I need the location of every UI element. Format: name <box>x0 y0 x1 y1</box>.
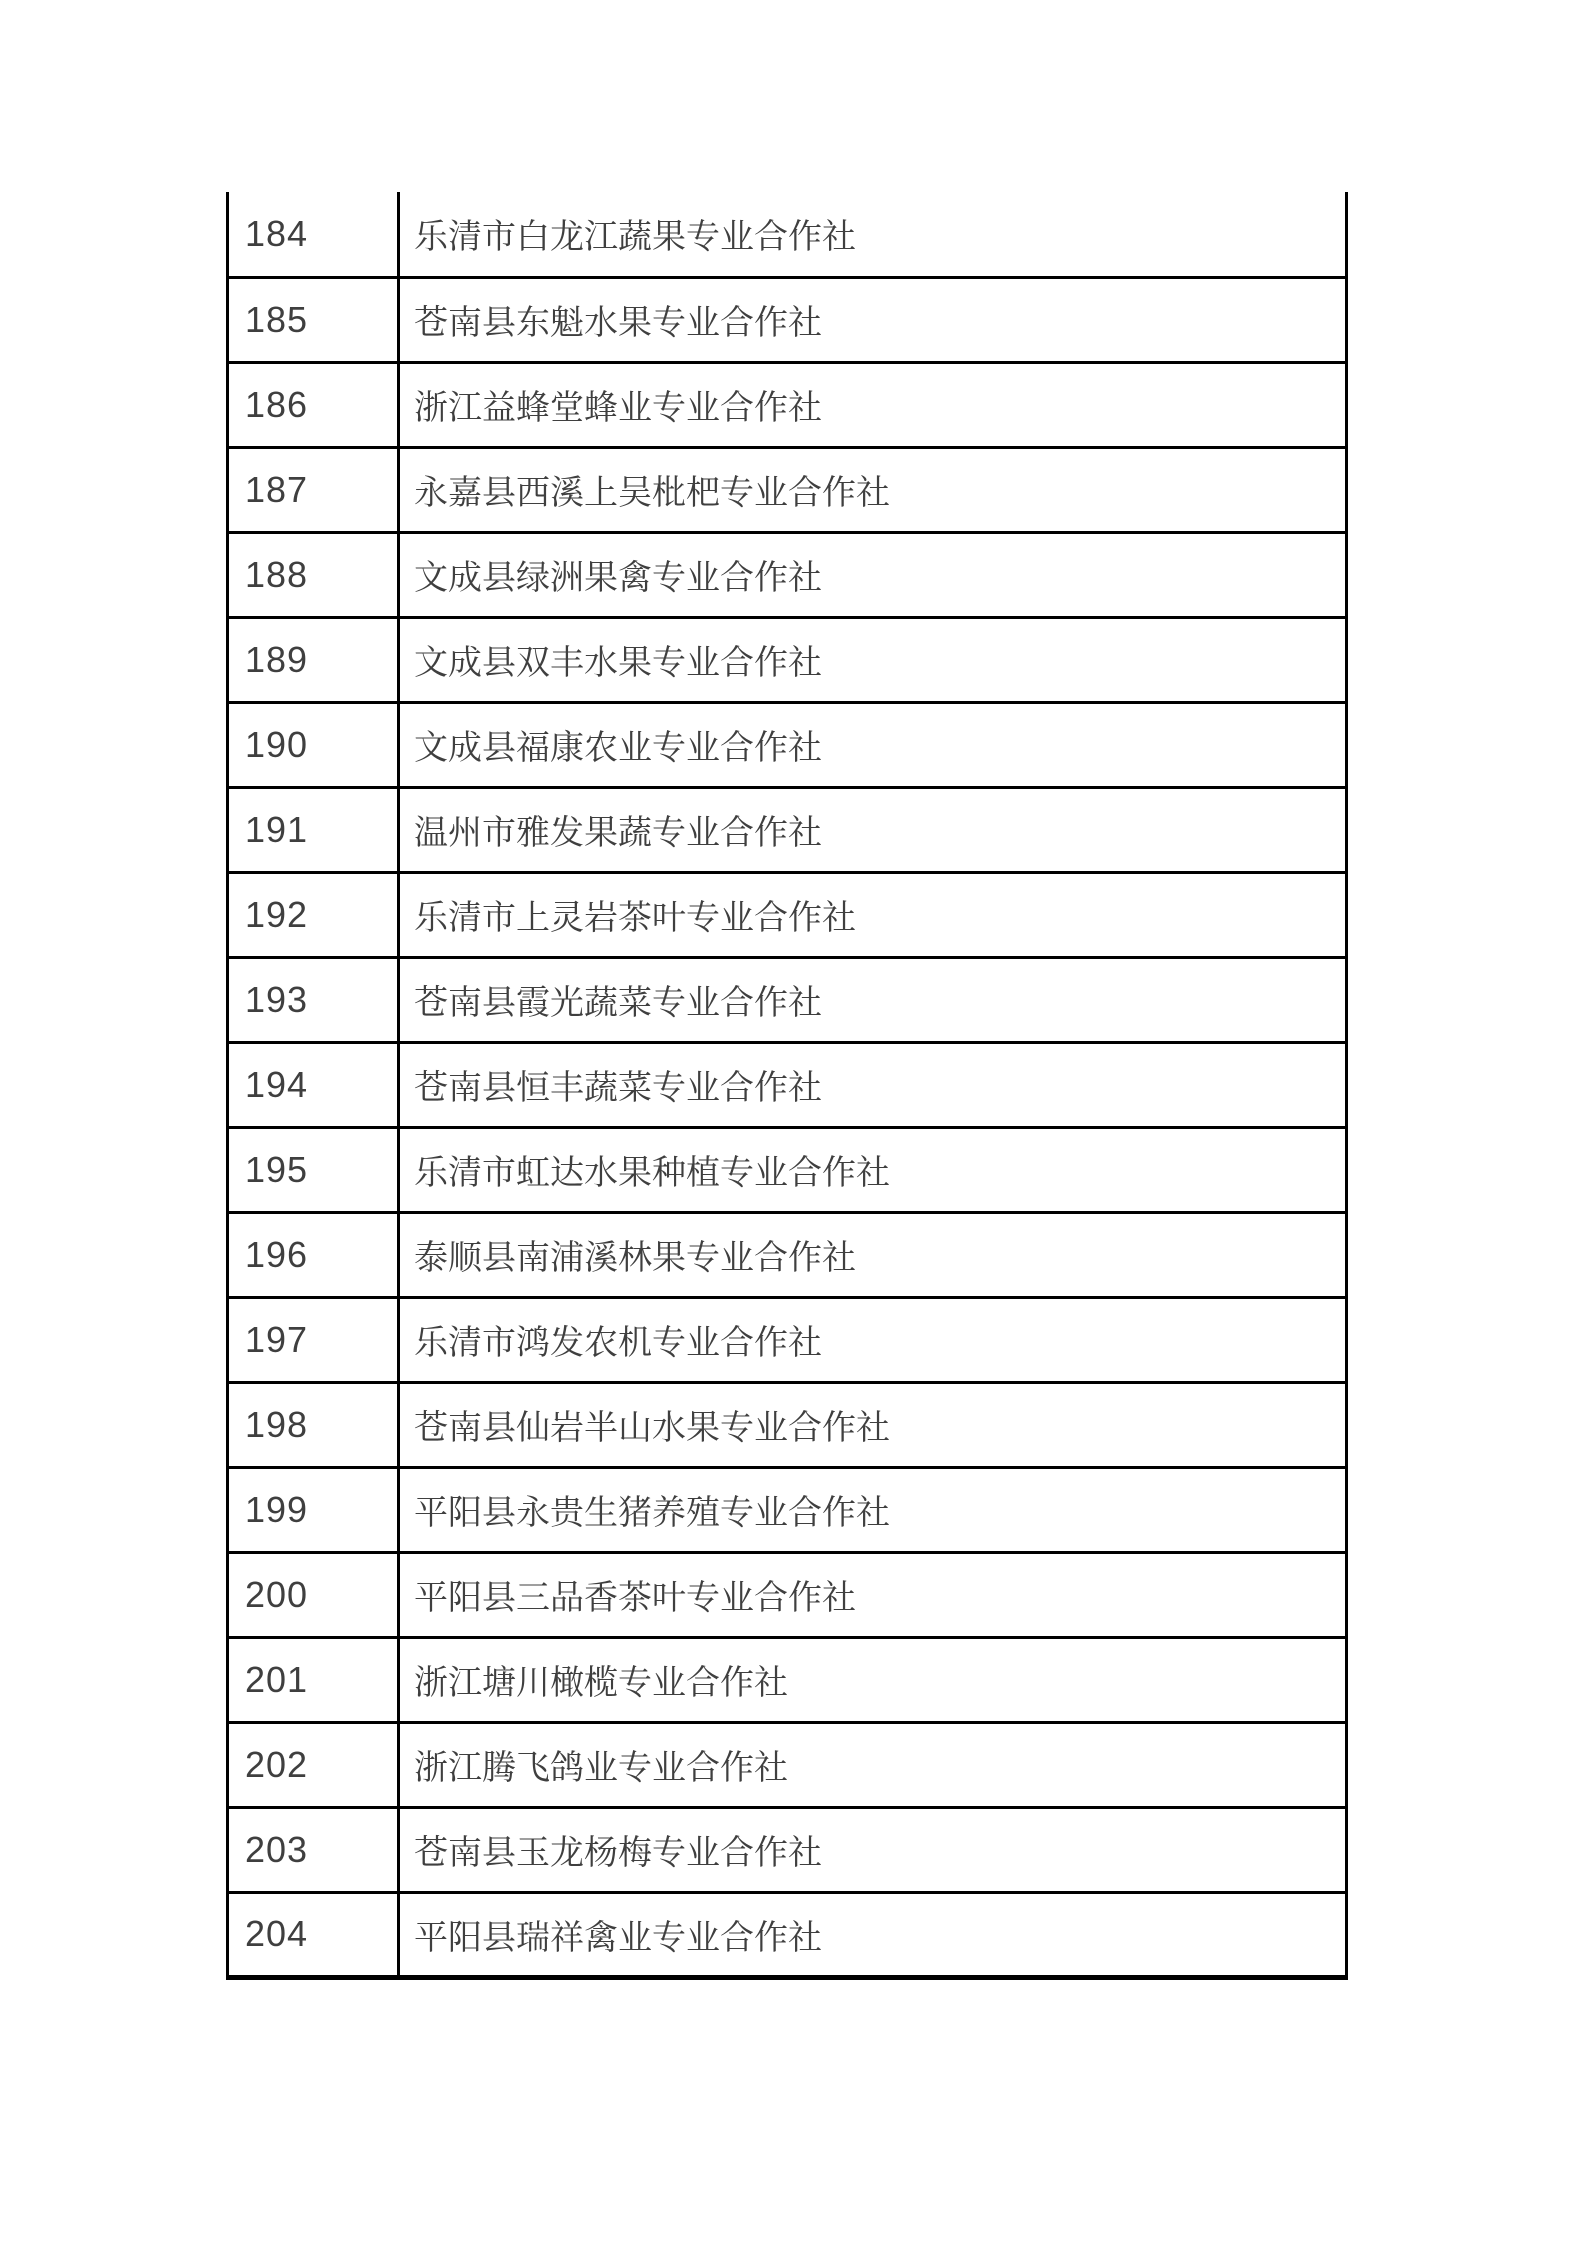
row-number-cell: 191 <box>228 787 399 872</box>
table-row <box>228 447 1347 532</box>
cooperative-name-cell: 永嘉县西溪上吴枇杷专业合作社 <box>399 447 1347 532</box>
row-number-cell: 189 <box>228 617 399 702</box>
table-row <box>228 1637 1347 1722</box>
table-row <box>228 1722 1347 1807</box>
row-number-cell: 199 <box>228 1467 399 1552</box>
row-number-cell: 188 <box>228 532 399 617</box>
row-number-cell: 190 <box>228 702 399 787</box>
cooperative-name-cell: 平阳县永贵生猪养殖专业合作社 <box>399 1467 1347 1552</box>
cooperative-name-cell: 苍南县恒丰蔬菜专业合作社 <box>399 1042 1347 1127</box>
cooperative-name-cell: 文成县福康农业专业合作社 <box>399 702 1347 787</box>
row-number-cell: 185 <box>228 277 399 362</box>
cooperative-name-cell: 苍南县玉龙杨梅专业合作社 <box>399 1807 1347 1892</box>
table-row <box>228 617 1347 702</box>
row-number-cell: 198 <box>228 1382 399 1467</box>
cooperative-name-cell: 乐清市白龙江蔬果专业合作社 <box>399 192 1347 277</box>
cooperative-name-cell: 文成县绿洲果禽专业合作社 <box>399 532 1347 617</box>
table-row <box>228 532 1347 617</box>
table-row <box>228 1212 1347 1297</box>
table-row <box>228 1382 1347 1467</box>
row-number-cell: 200 <box>228 1552 399 1637</box>
cooperative-name-cell: 乐清市上灵岩茶叶专业合作社 <box>399 872 1347 957</box>
cooperative-list-table <box>226 192 1348 1980</box>
cooperative-name-cell: 浙江益蜂堂蜂业专业合作社 <box>399 362 1347 447</box>
table-row <box>228 872 1347 957</box>
table-row <box>228 1807 1347 1892</box>
cooperative-name-cell: 苍南县霞光蔬菜专业合作社 <box>399 957 1347 1042</box>
cooperative-name-cell: 苍南县仙岩半山水果专业合作社 <box>399 1382 1347 1467</box>
table-row <box>228 1467 1347 1552</box>
row-number-cell: 186 <box>228 362 399 447</box>
cooperative-name-cell: 文成县双丰水果专业合作社 <box>399 617 1347 702</box>
cooperative-name-cell: 泰顺县南浦溪林果专业合作社 <box>399 1212 1347 1297</box>
table-row <box>228 787 1347 872</box>
cooperative-name-cell: 浙江腾飞鸽业专业合作社 <box>399 1722 1347 1807</box>
row-number-cell: 187 <box>228 447 399 532</box>
row-number-cell: 203 <box>228 1807 399 1892</box>
cooperative-name-cell: 浙江塘川橄榄专业合作社 <box>399 1637 1347 1722</box>
row-number-cell: 196 <box>228 1212 399 1297</box>
row-number-cell: 197 <box>228 1297 399 1382</box>
table-row <box>228 1552 1347 1637</box>
cooperative-name-cell: 乐清市鸿发农机专业合作社 <box>399 1297 1347 1382</box>
cooperative-name-cell: 平阳县三品香茶叶专业合作社 <box>399 1552 1347 1637</box>
table-row <box>228 192 1347 277</box>
table-row <box>228 362 1347 447</box>
row-number-cell: 204 <box>228 1892 399 1977</box>
cooperative-table-body <box>228 192 1347 1977</box>
row-number-cell: 194 <box>228 1042 399 1127</box>
row-number-cell: 184 <box>228 192 399 277</box>
table-row <box>228 702 1347 787</box>
table-row <box>228 957 1347 1042</box>
cooperative-name-cell: 乐清市虹达水果种植专业合作社 <box>399 1127 1347 1212</box>
row-number-cell: 193 <box>228 957 399 1042</box>
table-row <box>228 277 1347 362</box>
cooperative-name-cell: 温州市雅发果蔬专业合作社 <box>399 787 1347 872</box>
table-row <box>228 1042 1347 1127</box>
row-number-cell: 192 <box>228 872 399 957</box>
cooperative-name-cell: 苍南县东魁水果专业合作社 <box>399 277 1347 362</box>
table-row <box>228 1297 1347 1382</box>
table-row <box>228 1127 1347 1212</box>
cooperative-name-cell: 平阳县瑞祥禽业专业合作社 <box>399 1892 1347 1977</box>
row-number-cell: 201 <box>228 1637 399 1722</box>
table-row <box>228 1892 1347 1977</box>
row-number-cell: 195 <box>228 1127 399 1212</box>
row-number-cell: 202 <box>228 1722 399 1807</box>
